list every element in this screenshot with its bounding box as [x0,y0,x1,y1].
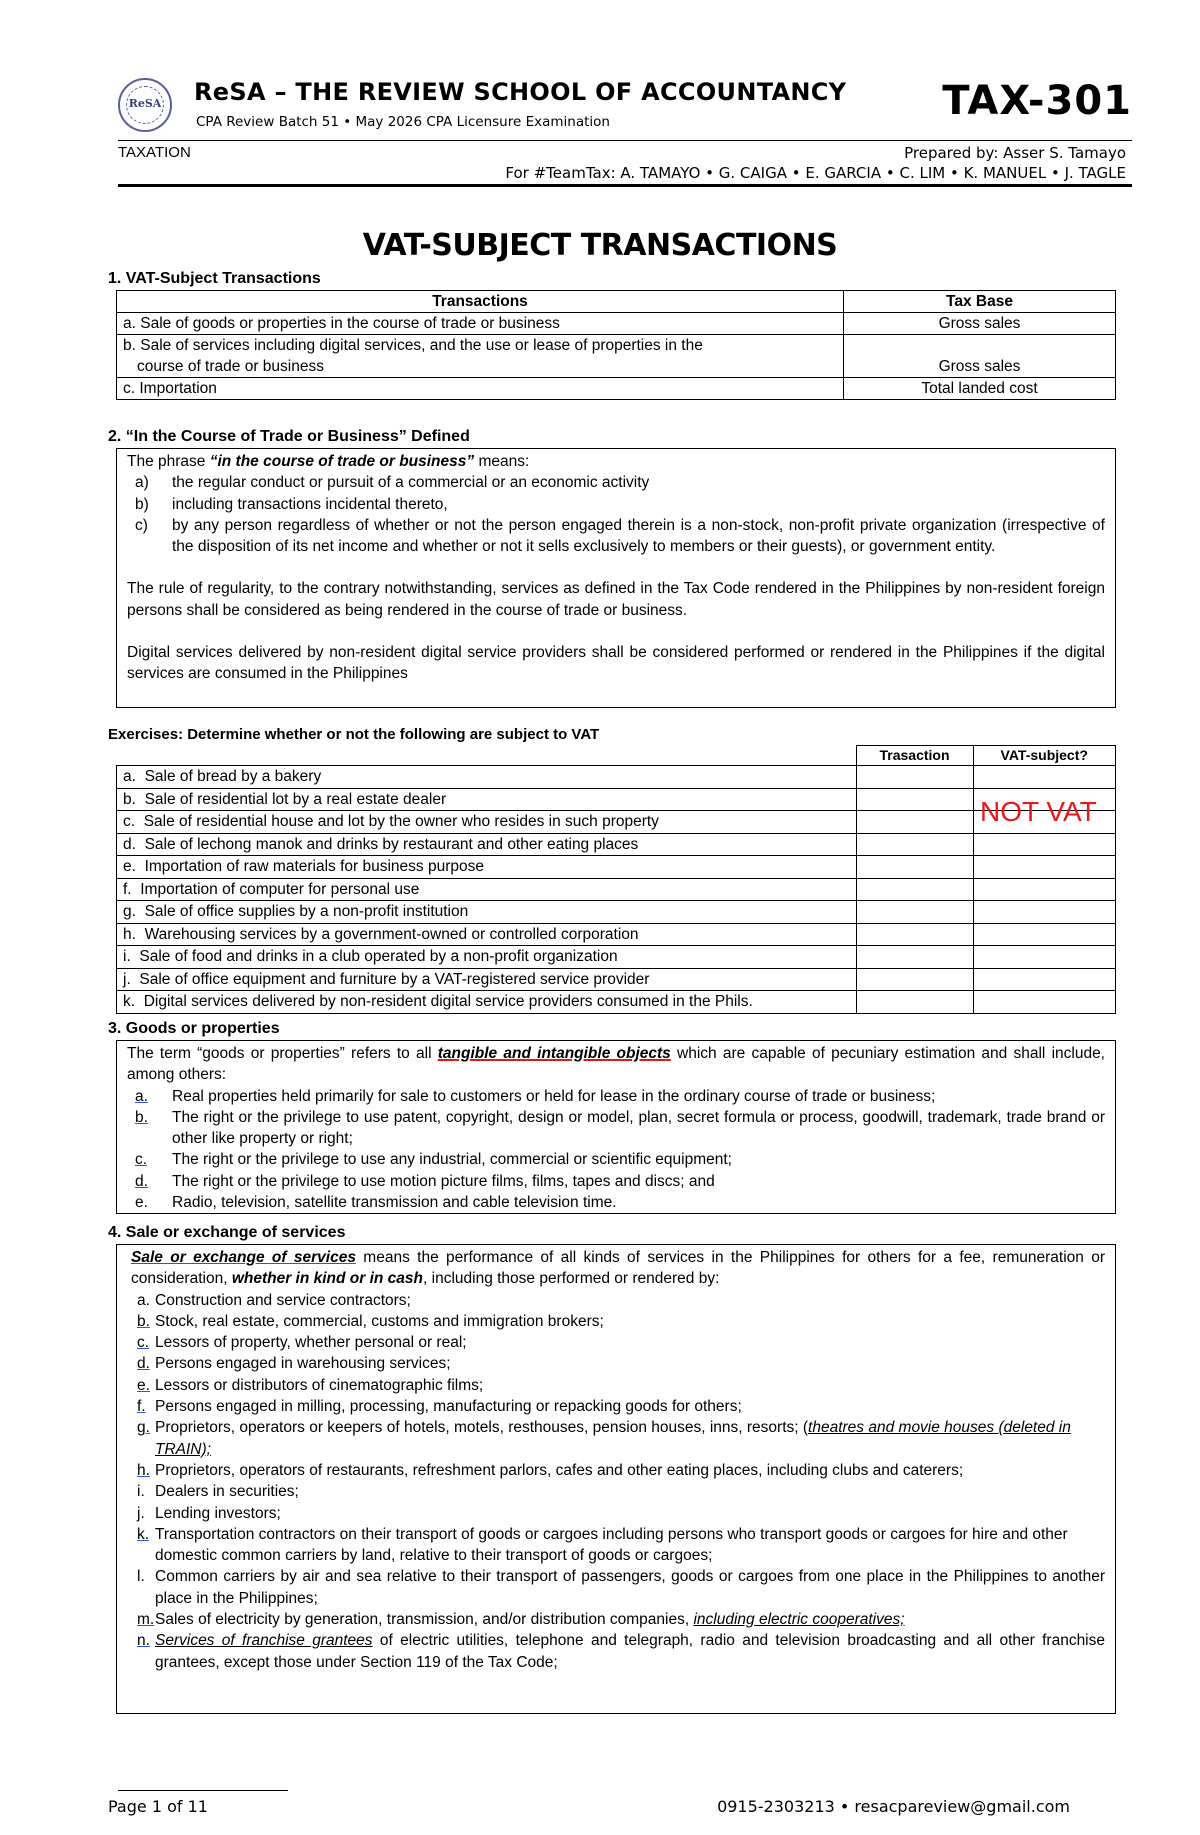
team-credits: For #TeamTax: A. TAMAYO • G. CAIGA • E. GARCIA • C. LIM • K. MANUEL • J. TAGLE [505,164,1126,182]
answer-cell[interactable] [973,766,1116,789]
section-2-heading: 2. “In the Course of Trade or Business” Defined [108,428,470,445]
trade-business-definition-box [116,448,1116,708]
list-item: k. Transportation contractors on their transport of goods or cargoes including persons who transport goods or cargoes for hire and other domestic common carriers by land, relative to their transport of goods or cargoes; [137,1525,1068,1565]
batch-info: CPA Review Batch 51 • May 2026 CPA Licensure Examination [196,114,610,130]
section-4-heading: 4. Sale or exchange of services [108,1224,346,1241]
answer-cell[interactable] [973,946,1116,969]
school-logo: ReSA [118,78,172,132]
table-row: j. Sale of office equipment and furniture by a VAT-registered service provider [117,968,1116,991]
col-tax-base: Tax Base [844,291,1116,313]
list-item: d. Persons engaged in warehousing services; [137,1355,451,1373]
answer-cell[interactable] [856,968,973,991]
page-header [118,74,1132,184]
list-item: m. Sales of electricity by generation, transmission, and/or distribution companies, including electric cooperatives; [137,1611,905,1629]
section-1-heading: 1. VAT-Subject Transactions [108,270,321,287]
list-item: a) the regular conduct or pursuit of a commercial or an economic activity [135,474,650,492]
list-item: b. The right or the privilege to use patent, copyright, design or model, plan, secret formula or process, goodwill, trademark, trade brand or other like property or right; [135,1108,1105,1148]
footer-divider [118,1790,288,1791]
table-row: b. Sale of residential lot by a real estate dealer [117,788,1116,811]
exercises-table [116,745,1116,1014]
answer-cell[interactable] [973,878,1116,901]
goods-properties-box [116,1040,1116,1214]
table-row: g. Sale of office supplies by a non-profit institution [117,901,1116,924]
page-number: Page 1 of 11 [108,1797,208,1816]
table-row: d. Sale of lechong manok and drinks by restaurant and other eating places [117,833,1116,856]
answer-cell[interactable] [856,946,973,969]
answer-cell[interactable] [856,923,973,946]
list-item: l. Common carriers by air and sea relative to their transport of passengers, goods or cargoes from one place in the Philippines to another place in the Philippines; [137,1568,1105,1607]
list-item: n. Services of franchise grantees of electric utilities, telephone and telegraph, radio and television broadcasting and all other franchise grantees, except those under Section 119 of the Tax Code; [137,1632,1106,1671]
table-row: i. Sale of food and drinks in a club operated by a non-profit organization [117,946,1116,969]
table-row: h. Warehousing services by a government-owned or controlled corporation [117,923,1116,946]
answer-cell[interactable] [973,991,1116,1014]
col-vat-subject: VAT-subject? [973,746,1116,766]
not-vat-annotation: NOT VAT [980,796,1097,827]
list-item: e. Lessors or distributors of cinematographic films; [137,1376,484,1394]
exercises-heading: Exercises: Determine whether or not the following are subject to VAT [108,726,600,743]
answer-cell[interactable] [856,766,973,789]
section-3-heading: 3. Goods or properties [108,1020,280,1037]
answer-cell[interactable] [973,968,1116,991]
list-item: a. Construction and service contractors; [137,1291,411,1309]
table-row: k. Digital services delivered by non-resident digital service providers consumed in the Phils. [117,991,1116,1014]
answer-cell[interactable] [973,856,1116,879]
answer-cell[interactable] [856,833,973,856]
list-item: f. Persons engaged in milling, processing, manufacturing or repacking goods for others; [137,1398,742,1416]
list-item: b) including transactions incidental thereto, [135,495,448,513]
list-item: j. Lending investors; [137,1504,281,1522]
table-row: b. Sale of services including digital services, and the use or lease of properties in the course of trade or business Gross sales [117,335,1116,378]
table-row: a. Sale of bread by a bakery [117,766,1116,789]
list-item: e. Radio, television, satellite transmission and cable television time. [135,1194,617,1212]
goods-intro: The term “goods or properties” refers to all tangible and intangible objects which are capable of pecuniary estimation and shall include, among others: [127,1045,1105,1084]
regularity-paragraph: The rule of regularity, to the contrary notwithstanding, services as defined in the Tax Code rendered in the Philippines by non-resident foreign persons shall be considered as being rendered in the course of trade or business. [127,580,1105,619]
table-row: c. Importation Total landed cost [117,378,1116,400]
list-item: c. The right or the privilege to use any industrial, commercial or scientific equipment; [135,1151,732,1169]
services-intro: Sale or exchange of services means the performance of all kinds of services in the Philippines for others for a fee, remuneration or consideration, whether in kind or in cash, including those performed or rendered by: [131,1249,1105,1288]
table-row: c. Sale of residential house and lot by the owner who resides in such property [117,811,1116,834]
list-item: d. The right or the privilege to use motion picture films, films, tapes and discs; and [135,1172,715,1190]
prepared-by: Prepared by: Asser S. Tamayo [904,144,1126,162]
table-row: f. Importation of computer for personal use [117,878,1116,901]
digital-services-paragraph: Digital services delivered by non-resident digital service providers shall be considered performed or rendered in the Philippines if the digital services are consumed in the Philippines [127,644,1105,683]
subject-label: TAXATION [118,144,191,161]
vat-subject-table [116,290,1116,400]
services-box [116,1244,1116,1714]
page-title: VAT-SUBJECT TRANSACTIONS [362,228,838,263]
list-item: h. Proprietors, operators of restaurants, refreshment parlors, cafes and other eating places, including clubs and caterers; [137,1461,964,1479]
answer-cell[interactable] [856,991,973,1014]
school-name: ReSA – THE REVIEW SCHOOL OF ACCOUNTANCY [194,78,847,106]
course-code: TAX-301 [942,78,1132,124]
list-item: i. Dealers in securities; [137,1483,299,1501]
list-item: g. Proprietors, operators or keepers of hotels, motels, resthouses, pension houses, inns, resorts; (theatres and movie houses (deleted in TRAIN); [137,1419,1071,1458]
definition-intro: The phrase “in the course of trade or business” means: [127,453,530,470]
answer-cell[interactable] [856,788,973,811]
list-item: c) by any person regardless of whether or not the person engaged therein is a non-stock, non-profit private organization (irrespective of the disposition of its net income and whether or not it sells exclusively to members or their guests), or government entity. [135,516,1105,556]
header-rule [118,184,1132,187]
col-transaction: Trasaction [856,746,973,766]
list-item: c. Lessors of property, whether personal or real; [137,1334,467,1352]
list-item: a. Real properties held primarily for sale to customers or held for lease in the ordinary course of trade or business; [135,1087,936,1105]
list-item: b. Stock, real estate, commercial, customs and immigration brokers; [137,1312,604,1330]
header-divider [118,140,1132,141]
answer-cell[interactable] [856,878,973,901]
answer-cell[interactable] [856,901,973,924]
answer-cell[interactable] [973,901,1116,924]
answer-cell[interactable] [856,856,973,879]
contact-info: 0915-2303213 • resacpareview@gmail.com [717,1797,1070,1816]
answer-cell[interactable] [856,811,973,834]
col-transactions: Transactions [117,291,844,313]
answer-cell[interactable] [973,923,1116,946]
table-row: e. Importation of raw materials for business purpose [117,856,1116,879]
table-row: a. Sale of goods or properties in the course of trade or business Gross sales [117,313,1116,335]
answer-cell[interactable] [973,833,1116,856]
